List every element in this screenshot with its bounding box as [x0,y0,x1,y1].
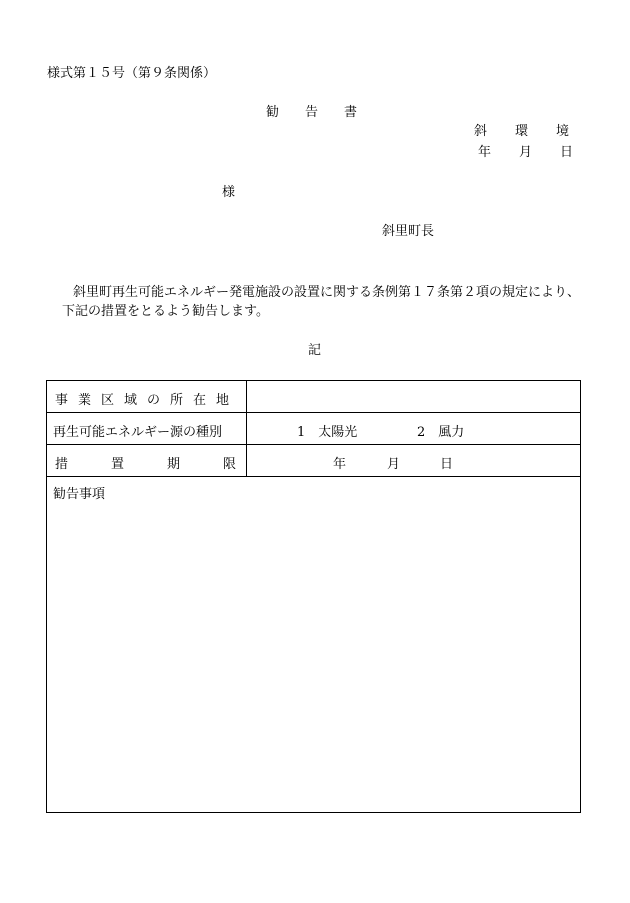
location-label-cell [47,381,247,412]
date-month-char: 月 [519,145,533,160]
title-char-2: 告 [305,105,319,120]
ki-heading: 記 [308,343,322,358]
body-line-1: 斜里町再生可能エネルギー発電施設の設置に関する条例第１７条第２項の規定により、 [73,285,581,300]
doc-number-char-3: 境 [556,124,570,139]
table-row-period [47,445,580,477]
document-title [266,105,357,121]
period-month-char: 月 [387,457,401,472]
document-date [478,145,573,161]
advice-label: 勧告事項 [53,487,106,502]
addressee-honorific: 様 [222,185,236,200]
energy-option-solar[interactable]: 1 太陽光 [297,425,358,440]
form-number: 様式第１５号（第９条関係） [47,66,217,81]
title-char-3: 書 [344,105,358,120]
form-table [46,380,581,813]
body-line-2: 下記の措置をとるよう勧告します。 [62,304,269,319]
location-label: 事業区域の所在地 [55,393,240,408]
table-row-location [47,381,580,413]
table-row-energy [47,413,580,445]
doc-number-char-2: 環 [515,124,529,139]
energy-label: 再生可能エネルギー源の種別 [53,425,223,440]
document-number [474,124,569,140]
energy-label-cell [47,413,247,444]
period-year-char: 年 [333,457,347,472]
title-char-1: 勧 [266,105,280,120]
energy-option-wind[interactable]: 2 風力 [417,425,465,440]
period-label: 措置期限 [55,457,280,472]
period-day-char: 日 [440,457,454,472]
period-label-cell [47,445,280,476]
date-year-char: 年 [478,145,492,160]
doc-number-char-1: 斜 [474,124,488,139]
date-day-char: 日 [560,145,574,160]
issuer-name: 斜里町長 [382,224,435,239]
